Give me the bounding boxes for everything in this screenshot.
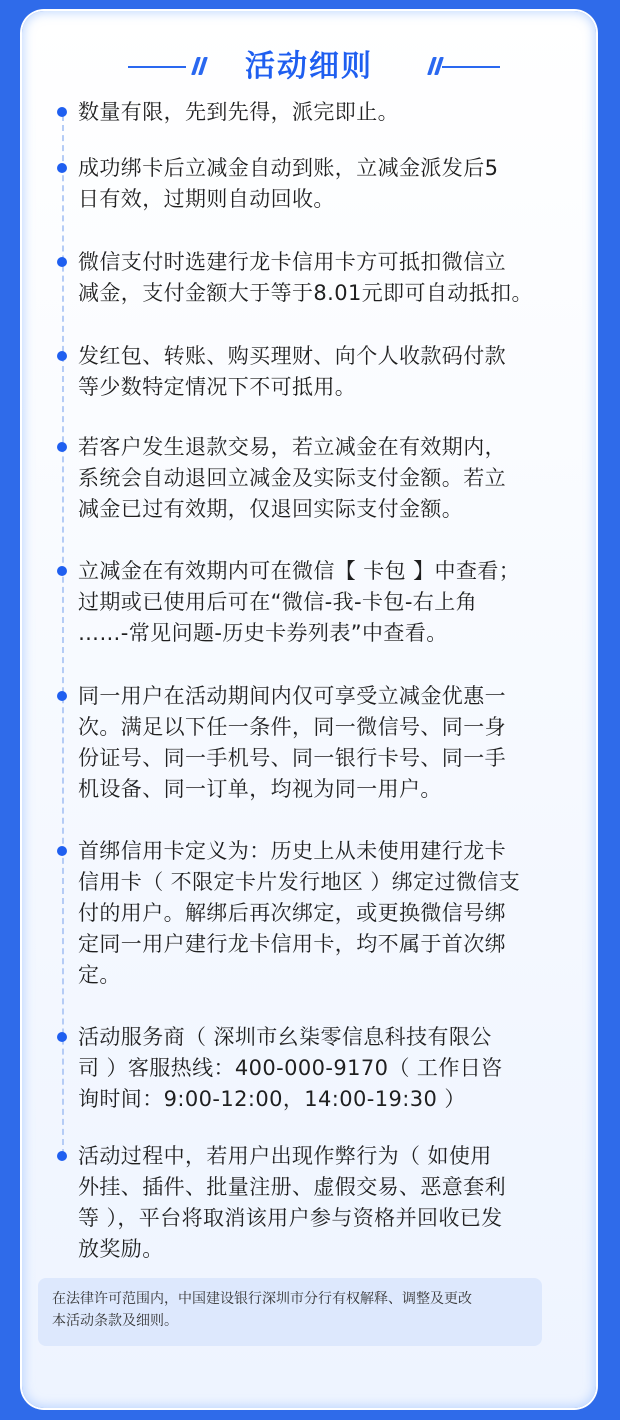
rule-text: 活动服务商（ 深圳市幺柒零信息科技有限公 司 ）客服热线：400-000-9170（ 工作日咨 询时间：9:00-12:00，14:00-19:30 ）: [78, 1025, 503, 1111]
bullet-dot-icon: [57, 257, 67, 267]
rule-text: 若客户发生退款交易，若立减金在有效期内， 系统会自动退回立减金及实际支付金额。若立 减金已过有效期，仅退回实际支付金额。: [78, 435, 506, 521]
rules-card: [22, 11, 596, 1408]
rule-item: [78, 1022, 578, 1115]
bullet-dot-icon: [57, 846, 67, 856]
bullet-dot-icon: [57, 442, 67, 452]
bullet-dot-icon: [57, 1032, 67, 1042]
rule-text: 同一用户在活动期间内仅可享受立减金优惠一 次。满足以下任一条件，同一微信号、同一身 份证号、同一手机号、同一银行卡号、同一手 机设备、同一订单，均视为同一用户。: [78, 684, 506, 801]
legal-note-text: 在法律许可范围内，中国建设银行深圳市分行有权解释、调整及更改 本活动条款及细则。: [52, 1291, 472, 1329]
rule-item: [78, 153, 578, 215]
bullet-dot-icon: [57, 691, 67, 701]
rule-item: [78, 97, 578, 128]
rule-item: [78, 556, 578, 649]
legal-note: [38, 1278, 542, 1346]
rule-item: [78, 681, 578, 805]
bullet-dot-icon: [57, 163, 67, 173]
rule-text: 数量有限，先到先得，派完即止。: [78, 100, 399, 124]
bullet-dot-icon: [57, 107, 67, 117]
rule-text: 成功绑卡后立减金自动到账，立减金派发后5 日有效，过期则自动回收。: [78, 156, 499, 211]
rule-item: [78, 1141, 578, 1265]
rules-list: [22, 11, 596, 1408]
rule-item: [78, 836, 578, 991]
rule-text: 微信支付时选建行龙卡信用卡方可抵扣微信立 减金，支付金额大于等于8.01元即可自动抵扣。: [78, 250, 533, 305]
page-title: 活动细则: [245, 49, 373, 84]
rule-text: 首绑信用卡定义为：历史上从未使用建行龙卡 信用卡（ 不限定卡片发行地区 ）绑定过微信支 付的用户。解绑后再次绑定，或更换微信号绑 定同一用户建行龙卡信用卡，均不属于首次绑 定。: [78, 839, 521, 987]
rule-item: [78, 432, 578, 525]
bullet-dot-icon: [57, 1151, 67, 1161]
rule-text: 发红包、转账、购买理财、向个人收款码付款 等少数特定情况下不可抵用。: [78, 344, 506, 399]
rule-text: 立减金在有效期内可在微信【 卡包 】中查看； 过期或已使用后可在“微信-我-卡包-右上角 ……-常见问题-历史卡券列表”中查看。: [78, 559, 521, 645]
rule-item: [78, 247, 578, 309]
bullet-dot-icon: [57, 351, 67, 361]
bullet-dot-icon: [57, 566, 67, 576]
rule-item: [78, 341, 578, 403]
rule-text: 活动过程中，若用户出现作弊行为（ 如使用 外挂、插件、批量注册、虚假交易、恶意套利 等 ），平台将取消该用户参与资格并回收已发 放奖励。: [78, 1144, 506, 1261]
